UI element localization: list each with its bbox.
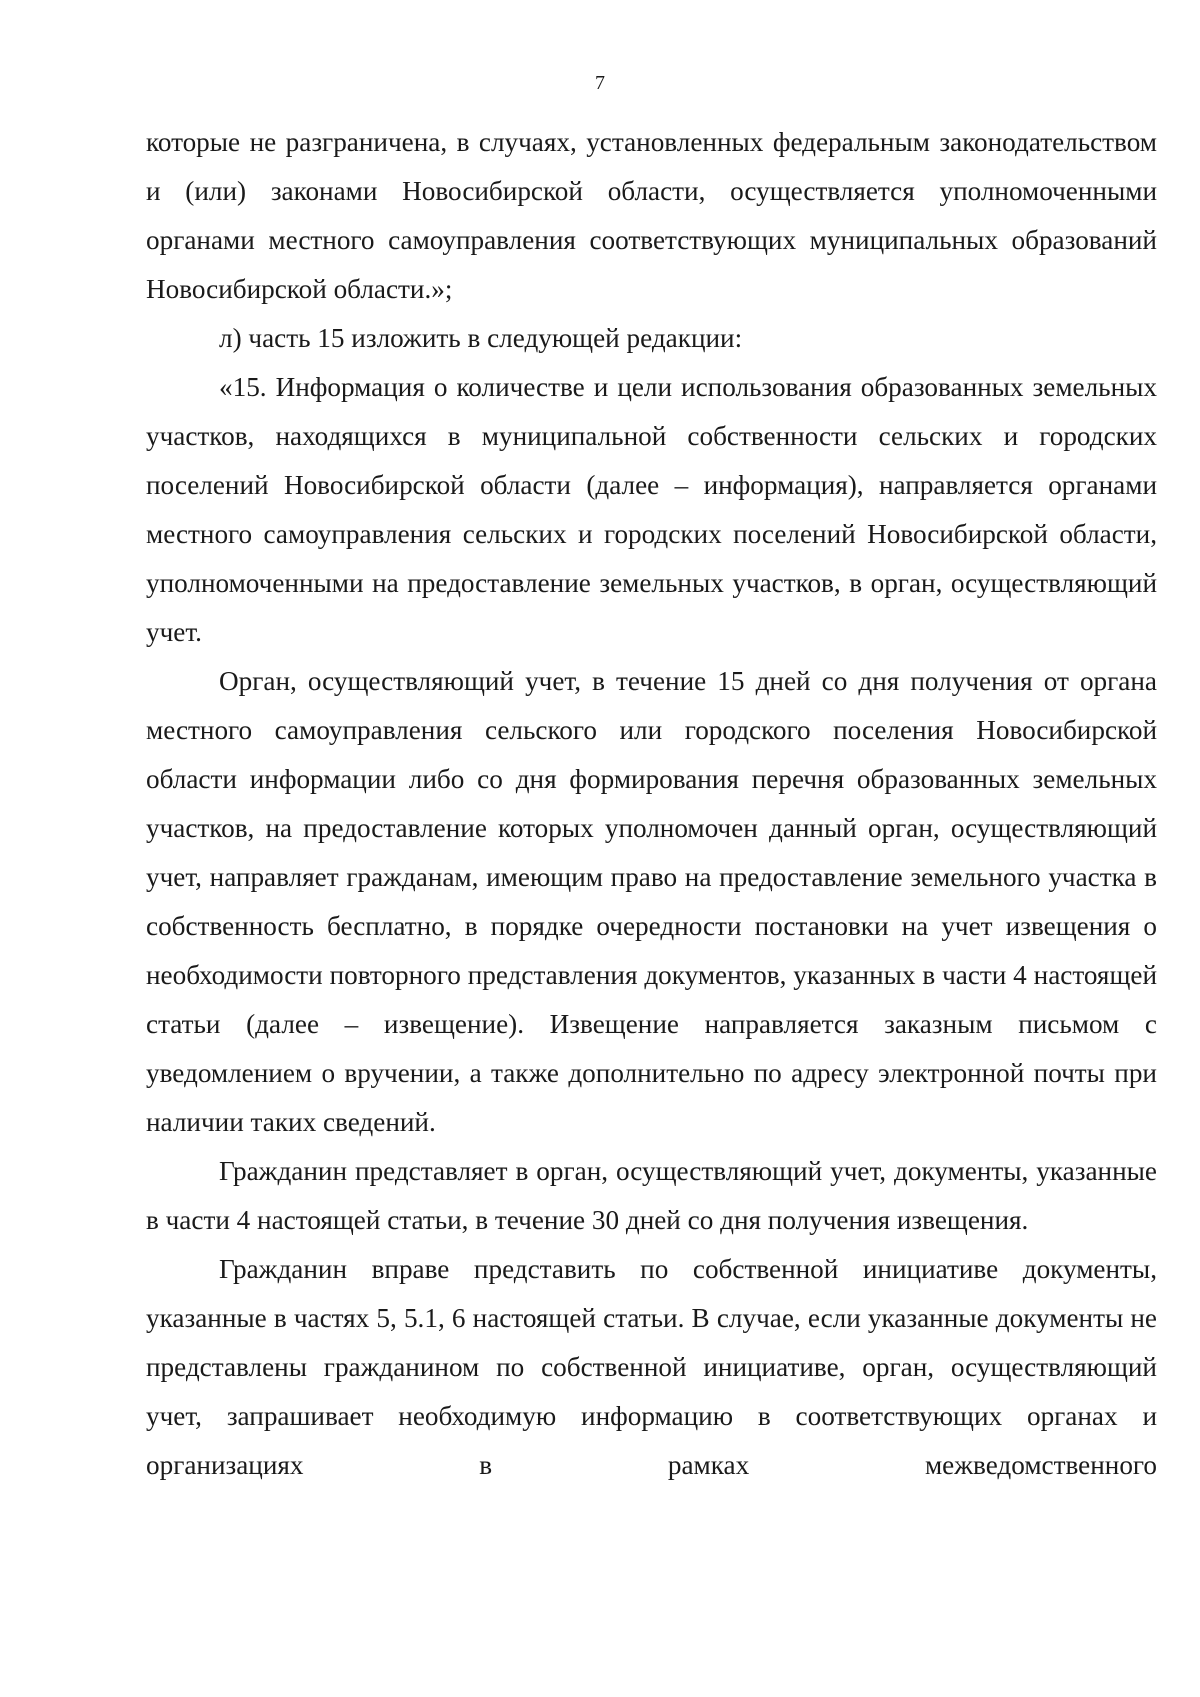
paragraph-accounting-body: Орган, осуществляющий учет, в течение 15 дней со дня получения от органа местного самоуправления сельского или городского поселения Новосибирской области информации либо со дня формирования перечня образованных земельных участков, на предоставление которых уполномочен данный орган, осуществляющий учет, направляет гражданам, имеющим право на предоставление земельного участка в собственность бесплатно, в порядке очередности постановки на учет извещения о необходимости повторного представления документов, указанных в части 4 настоящей статьи (далее – извещение). Извещение направляется заказным письмом с уведомлением о вручении, а также дополнительно по адресу электронной почты при наличии таких сведений. — [146, 666, 1157, 1137]
paragraph-part-15: «15. Информация о количестве и цели использования образованных земельных участков, находящихся в муниципальной собственности сельских и городских поселений Новосибирской области (далее – информация), направляется органами местного самоуправления сельских и городских поселений Новосибирской области, уполномоченными на предоставление земельных участков, в орган, осуществляющий учет. — [146, 372, 1157, 647]
page-number: 7 — [595, 72, 605, 94]
document-body — [146, 118, 1157, 1490]
paragraph-amendment-instruction: л) часть 15 изложить в следующей редакции: — [219, 323, 743, 353]
paragraph-citizen-submits: Гражданин представляет в орган, осуществляющий учет, документы, указанные в части 4 настоящей статьи, в течение 30 дней со дня получения извещения. — [146, 1156, 1157, 1235]
paragraph-continuation: которые не разграничена, в случаях, установленных федеральным законодательством и (или) законами Новосибирской области, осуществляется уполномоченными органами местного самоуправления соответствующих муниципальных образований Новосибирской области.»; — [146, 127, 1157, 304]
paragraph-citizen-may-submit: Гражданин вправе представить по собственной инициативе документы, указанные в частях 5, 5.1, 6 настоящей статьи. В случае, если указанные документы не представлены гражданином по собственной инициативе, орган, осуществляющий учет, запрашивает необходимую информацию в соответствующих органах и организациях в рамках межведомственного — [146, 1254, 1157, 1480]
